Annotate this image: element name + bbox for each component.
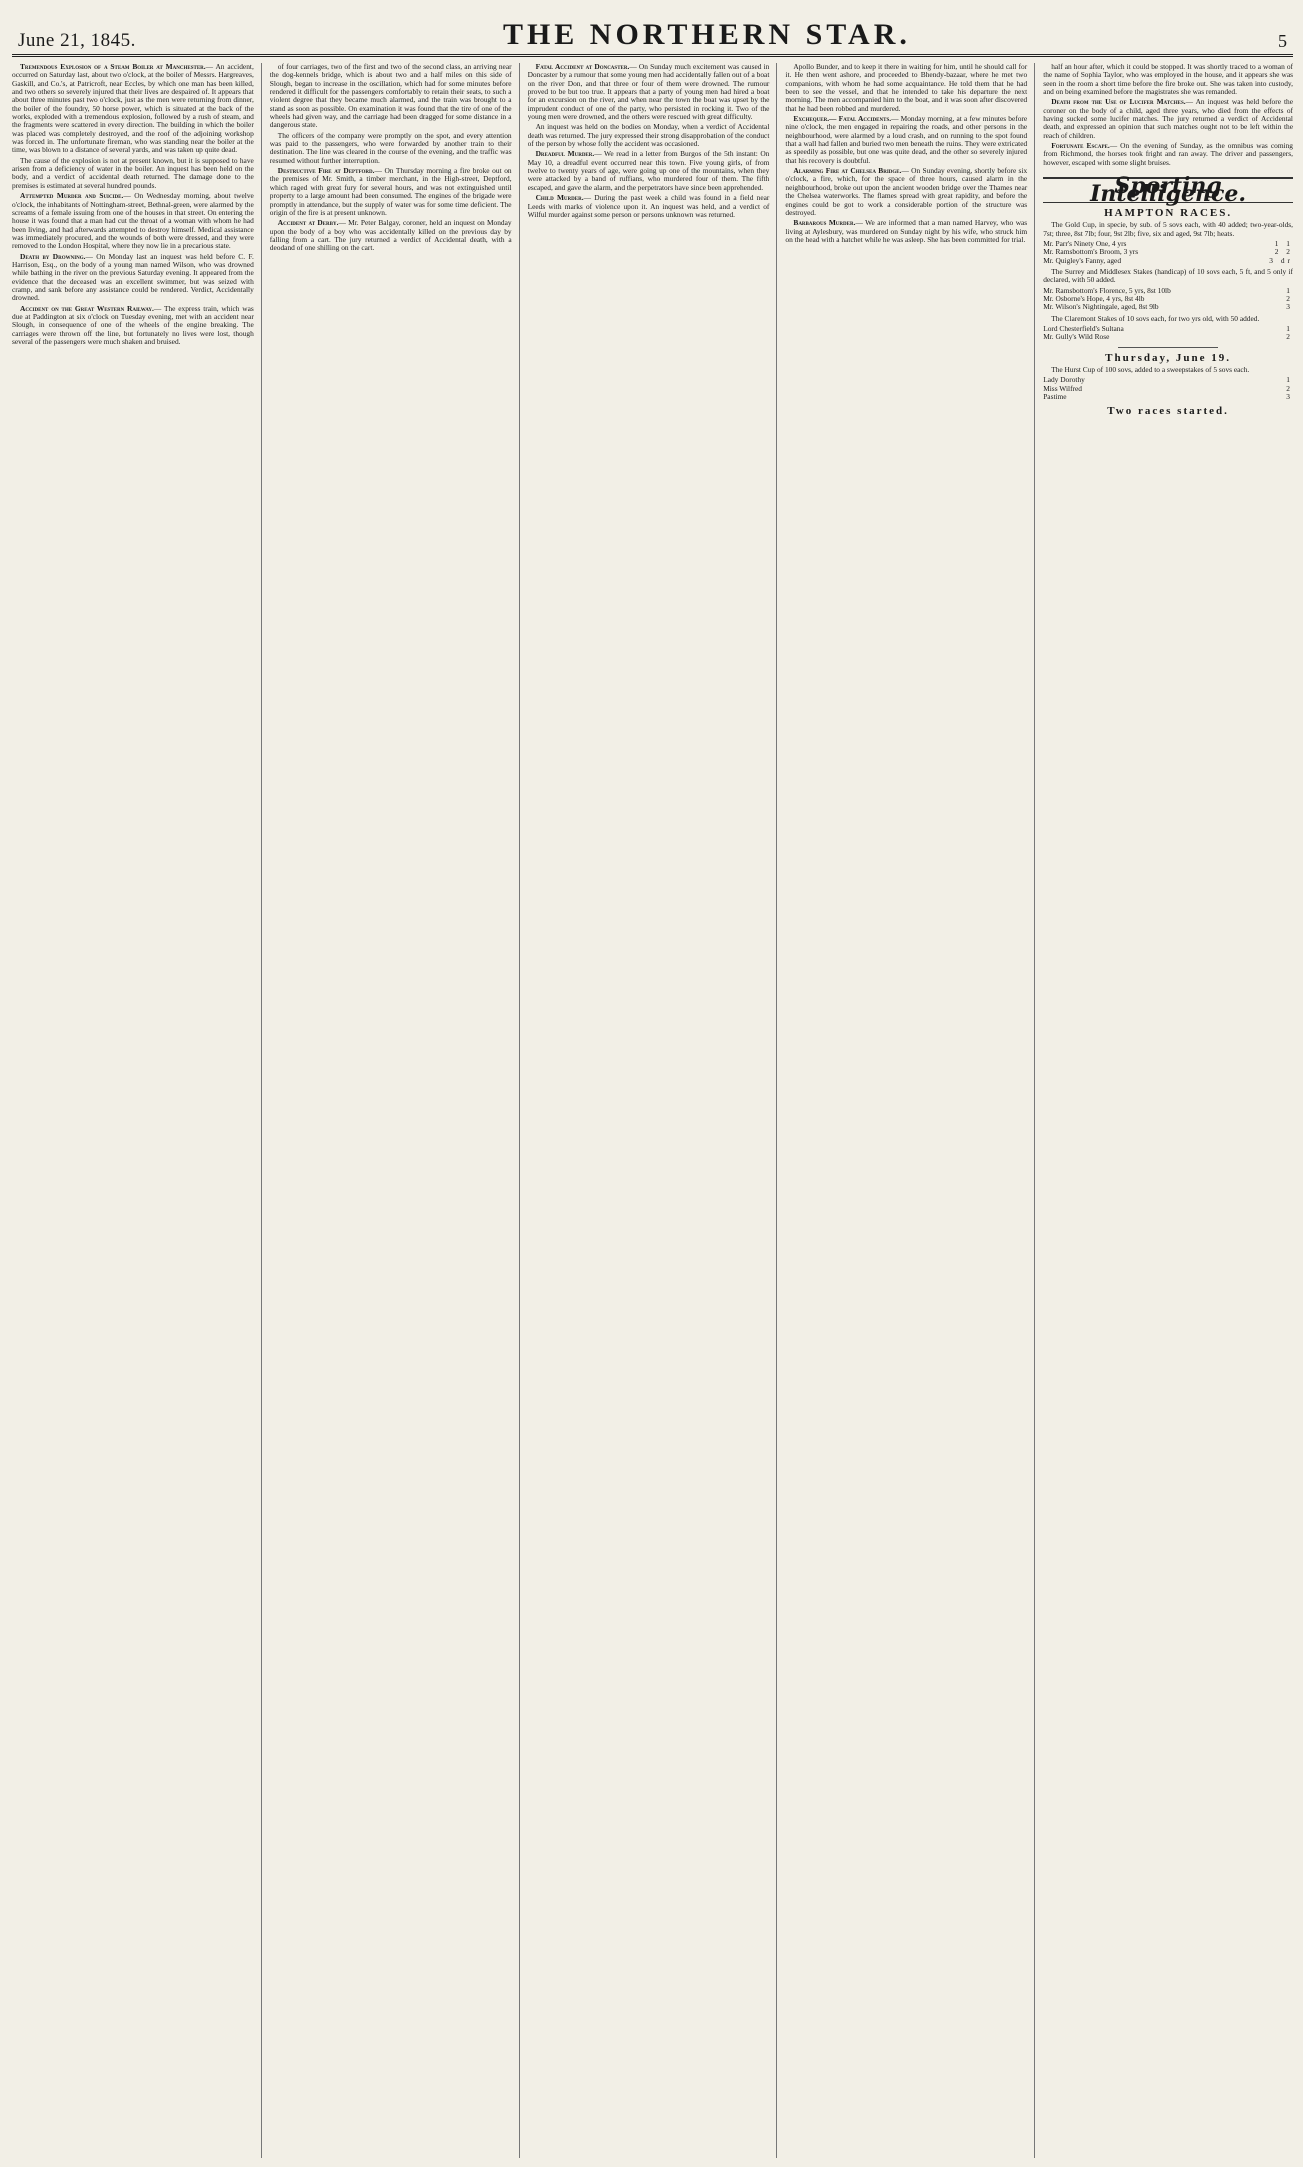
article-text: half an hour after, which it could be stopped. It was shortly traced to a woman of the name of Sophia Taylor, who was employed in the house, and it appears she was seen in the room a short time before the fire broke out. She was taken into custody, and on being examined before the magistrates she was remanded. bbox=[1043, 63, 1293, 97]
race-placing: 1 bbox=[1286, 375, 1293, 385]
race-description: The Gold Cup, in specie, by sub. of 5 sovs each, with 40 added; two-year-olds, 7st; three, 8st 7lb; four, 9st 2lb; five, six and aged, 9st 7lb; heats. bbox=[1043, 220, 1293, 238]
issue-date: June 21, 1845. bbox=[18, 30, 136, 51]
article-paragraph bbox=[12, 192, 254, 250]
article-text: — Monday morning, at a few minutes before nine o'clock, the men engaged in repairing the roads, and other persons in the neighbourhood, were alarmed by a loud crash, and on running to the spot found that a wall had fallen and buried two men beneath the ruins. They were extricated as speedily as possible, but one was quite dead, and the other so severely injured that his recovery is doubtful. bbox=[785, 114, 1028, 165]
article-paragraph bbox=[270, 219, 512, 252]
race-placing: 2 bbox=[1286, 332, 1293, 342]
horse-name: Lord Chesterfield's Sultana bbox=[1043, 323, 1124, 333]
column-5 bbox=[1043, 63, 1293, 2158]
article-headline: Death from the Use of Lucifer Matches. bbox=[1051, 97, 1186, 107]
article-paragraph bbox=[785, 115, 1027, 165]
article-text: — Mr. Peter Balgay, coroner, held an inquest on Monday upon the body of a boy who was accidentally killed on the previous day by falling from a cart. The jury returned a verdict of Accidental death, with a deodand of one shilling on the cart. bbox=[269, 218, 512, 253]
race-entry bbox=[1043, 333, 1293, 341]
race-entries bbox=[1043, 376, 1293, 401]
article-text: — On Sunday evening, shortly before six o'clock, a fire, which, for the space of three hours, caused alarm in the neighbourhood, broke out upon the ancient wooden bridge over the Thames near the Chelsea waterworks. The flames spread with great rapidity, and before the engines could be got to work a considerable portion of the structure was destroyed. bbox=[785, 166, 1028, 217]
race-placing: 1 1 bbox=[1274, 238, 1293, 248]
horse-name: Lady Dorothy bbox=[1043, 375, 1085, 385]
article-paragraph bbox=[12, 253, 254, 303]
article-paragraph bbox=[528, 194, 770, 219]
race-footer: Two races started. bbox=[1107, 405, 1229, 418]
article-text: — We read in a letter from Burgos of the 5th instant: On May 10, a dreadful event occurred near this town. Five young girls, of from twelve to twenty years of age, were going up one of the mountains, when they were attacked by a band of ruffians, who murdered four of them. The fifth escaped, and gave the alarm, and the perpetrators have since been apprehended. bbox=[527, 149, 770, 192]
article-paragraph bbox=[528, 150, 770, 192]
masthead bbox=[12, 0, 1293, 57]
race-description: The Surrey and Middlesex Stakes (handicap) of 10 sovs each, 5 ft, and 5 only if declared, with 50 added. bbox=[1043, 266, 1293, 285]
race-results bbox=[1043, 221, 1293, 341]
article-text: The officers of the company were promptly on the spot, and every attention was paid to the passengers, who were forwarded by another train to their destination. The line was cleared in the course of the evening, and the traffic was resumed without further interruption. bbox=[269, 130, 512, 165]
article-headline: Destructive Fire at Deptford. bbox=[277, 166, 375, 176]
race-entry bbox=[1043, 393, 1293, 401]
article-headline: Alarming Fire at Chelsea Bridge. bbox=[793, 166, 902, 176]
article-text: — On Monday last an inquest was held before C. F. Harrison, Esq., on the body of a young man named Wilson, who was drowned while bathing in the river on the previous Saturday evening. It appeared from the evidence that the deceased was an excellent swimmer, but was seized with cramp, and sank before any assistance could be rendered. Verdict, Accidentally drowned. bbox=[12, 251, 254, 303]
race-placing: 3 bbox=[1286, 392, 1293, 401]
article-text: — On Wednesday morning, about twelve o'clock, the inhabitants of Nottingham-street, Bethnal-green, were alarmed by the screams of a female issuing from one of the houses in that street. On entering the house it was found that a man had cut the throat of a woman with whom he had been living, and had afterwards attempted to destroy himself. Medical assistance was immediately procured, and the wounds of both were dressed, and they were removed to the London Hospital, where they now lie in a precarious state. bbox=[12, 191, 254, 251]
article-text: — An accident, occurred on Saturday last, about two o'clock, at the boiler of Messrs. Hargreaves, Gaskill, and Co.'s, at Patricroft, near Eccles, by which one man has been killed, and two others so severely injured that their lives are despaired of. It appears that about three minutes past two o'clock, just as the men were returning from dinner, the boiler of the foundry, 50 horse power, which is situated at the back of the works, exploded with a tremendous explosion, followed by a rush of steam, and the fragments were scattered in every direction. The building in which the boiler was placed was completely destroyed, and the roof of the adjoining workshop was forced in. The unfortunate fireman, who was standing near the boiler at the time, was blown to a distance of several yards, and was taken up quite dead. bbox=[12, 63, 254, 155]
article-paragraph bbox=[270, 63, 512, 130]
column-3 bbox=[528, 63, 778, 2158]
race-description: The Claremont Stakes of 10 sovs each, for two yrs old, with 50 added. bbox=[1051, 313, 1260, 323]
race-entry bbox=[1043, 257, 1293, 265]
horse-name: Mr. Quigley's Fanny, aged bbox=[1043, 255, 1122, 265]
article-text: — The express train, which was due at Paddington at six o'clock on Tuesday evening, met with an accident near Slough, in consequence of one of the wheels of the engine breaking. The carriages were thrown off the line, but fortunately no lives were lost, though several of the passengers were much shaken and bruised. bbox=[12, 303, 254, 346]
race-block bbox=[1043, 315, 1293, 342]
newspaper-title: THE NORTHERN STAR. bbox=[502, 18, 911, 51]
article-paragraph bbox=[270, 167, 512, 217]
article-text: — During the past week a child was found in a field near Leeds with marks of violence upon it. An inquest was held, and a verdict of Wilful murder against some person or persons unknown was returned. bbox=[527, 193, 770, 219]
article-headline: Fatal Accident at Doncaster. bbox=[535, 63, 630, 71]
article-text: — An inquest was held before the coroner on the body of a child, aged three years, who died from the effects of having sucked some lucifer matches. The jury returned a verdict of Accidental death, and expressed an opinion that such matches ought not to be left within the reach of children. bbox=[1043, 97, 1293, 140]
article-headline: Death by Drowning. bbox=[20, 251, 86, 261]
divider bbox=[1118, 347, 1218, 348]
column-2 bbox=[270, 63, 520, 2158]
race-description: The Hurst Cup of 100 sovs, added to a sweepstakes of 5 sovs each. bbox=[1051, 364, 1250, 374]
article-headline: Fortunate Escape. bbox=[1051, 141, 1110, 151]
article-headline: Barbarous Murder. bbox=[793, 218, 856, 228]
article-headline: Exchequer.— Fatal Accidents. bbox=[793, 114, 892, 124]
race-placing: 3 dr bbox=[1269, 255, 1293, 265]
article-text: The cause of the explosion is not at present known, but it is supposed to have arisen from a deficiency of water in the boiler. An inquest has been held on the body, and a verdict of accidental death returned. The damage done to the premises is estimated at several hundred pounds. bbox=[12, 155, 254, 190]
horse-name: Mr. Osborne's Hope, 4 yrs, 8st 4lb bbox=[1043, 293, 1145, 303]
race-placing: 3 bbox=[1286, 302, 1293, 312]
article-paragraph bbox=[528, 63, 770, 121]
sporting-section-title: Sporting Intelligence. bbox=[1043, 177, 1293, 203]
article-paragraph bbox=[12, 157, 254, 190]
horse-name: Miss Wilfred bbox=[1043, 383, 1082, 393]
article-paragraph bbox=[528, 123, 770, 148]
horse-name: Mr. Ramsbottom's Broom, 3 yrs bbox=[1043, 247, 1139, 257]
race-entry bbox=[1043, 303, 1293, 311]
race-day-heading: Thursday, June 19. bbox=[1105, 351, 1232, 364]
article-paragraph bbox=[785, 167, 1027, 217]
article-paragraph bbox=[1043, 98, 1293, 140]
race-placing: 1 bbox=[1286, 285, 1293, 295]
article-headline: Attempted Murder and Suicide. bbox=[20, 191, 124, 201]
race-block bbox=[1043, 268, 1293, 312]
horse-name: Mr. Parr's Ninety One, 4 yrs bbox=[1043, 238, 1127, 248]
column-4 bbox=[785, 63, 1035, 2158]
article-text: — On Sunday much excitement was caused in Doncaster by a rumour that some young men had accidentally fallen out of a boat on the river Don, and that three or four of them were drowned. The rumour proved to be but too true. It appears that a party of young men had hired a boat for an excursion on the river, and when near the town the boat was upset by the imprudent conduct of one of the party, who persisted in rocking it. Two of the young men were drowned, and the others were rescued with great difficulty. bbox=[527, 63, 770, 122]
article-text: of four carriages, two of the first and two of the second class, an arriving near the dog-kennels bridge, which is about two and a half miles on this side of Slough, began to increase in the oscillation, which had for some minutes before rendered it difficult for the passengers comfortably to retain their seats, to such a violent degree that they became much alarmed, and the train was brought to a stand as soon as possible. On examination it was found that the tire of one of the wheels had given way, and the carriage had been dragged for some distance in a dangerous state. bbox=[269, 63, 512, 130]
article-text: — We are informed that a man named Harvey, who was living at Aylesbury, was murdered on Sunday night by his wife, who struck him on the head with a hatchet while he was asleep. She has been committed for trial. bbox=[785, 218, 1028, 244]
article-paragraph bbox=[12, 63, 254, 155]
race-block bbox=[1043, 221, 1293, 265]
race-placing: 2 2 bbox=[1274, 247, 1293, 257]
article-paragraph bbox=[785, 219, 1027, 244]
article-headline: Dreadful Murder. bbox=[535, 149, 595, 159]
column-1 bbox=[12, 63, 262, 2158]
horse-name: Mr. Ramsbottom's Florence, 5 yrs, 8st 10lb bbox=[1043, 285, 1171, 295]
page-number: 5 bbox=[1278, 31, 1287, 51]
race-placing: 2 bbox=[1286, 383, 1293, 393]
article-columns bbox=[12, 63, 1293, 2158]
race-placing: 2 bbox=[1286, 293, 1293, 303]
article-paragraph bbox=[1043, 142, 1293, 167]
race-meeting-heading: HAMPTON RACES. bbox=[1104, 206, 1233, 219]
horse-name: Mr. Wilson's Nightingale, aged, 8st 9lb bbox=[1043, 302, 1159, 312]
article-headline: Tremendous Explosion of a Steam Boiler at Manchester. bbox=[20, 63, 206, 71]
horse-name: Mr. Gully's Wild Rose bbox=[1043, 332, 1110, 342]
article-paragraph bbox=[785, 63, 1027, 113]
article-text: An inquest was held on the bodies on Monday, when a verdict of Accidental death was returned. The jury expressed their strong disapprobation of the conduct of the person by whose folly the accident was occasioned. bbox=[527, 122, 770, 149]
horse-name: Pastime bbox=[1043, 392, 1067, 401]
article-headline: Accident on the Great Western Railway. bbox=[20, 303, 154, 313]
race-entry bbox=[1043, 385, 1293, 393]
article-paragraph bbox=[1043, 63, 1293, 96]
article-text: — On Thursday morning a fire broke out on the premises of Mr. Smith, a timber merchant, in the High-street, Deptford, which raged with great fury for several hours, and was not extinguished until property to a large amount had been consumed. The engines of the brigade were promptly in attendance, but the supply of water was for some time deficient. The origin of the fire is at present unknown. bbox=[269, 166, 512, 217]
article-paragraph bbox=[12, 305, 254, 347]
article-headline: Accident at Derby. bbox=[277, 218, 339, 228]
race-placing: 1 bbox=[1286, 323, 1293, 333]
article-text: — On the evening of Sunday, as the omnibus was coming from Richmond, the horses took fright and ran away. The driver and passengers, however, escaped with some slight bruises. bbox=[1043, 141, 1293, 167]
article-headline: Child Murder. bbox=[535, 193, 584, 203]
article-paragraph bbox=[270, 132, 512, 165]
article-text: Apollo Bunder, and to keep it there in waiting for him, until he should call for it. He then went ashore, and proceeded to Bhendy-bazaar, where he met two companions, with whom he had some acquaintance. He told them that he had been to see the vessel, and that he intended to take his departure the next morning. The men accompanied him to the boat, and it was soon after discovered that he had been robbed and murdered. bbox=[785, 63, 1028, 113]
